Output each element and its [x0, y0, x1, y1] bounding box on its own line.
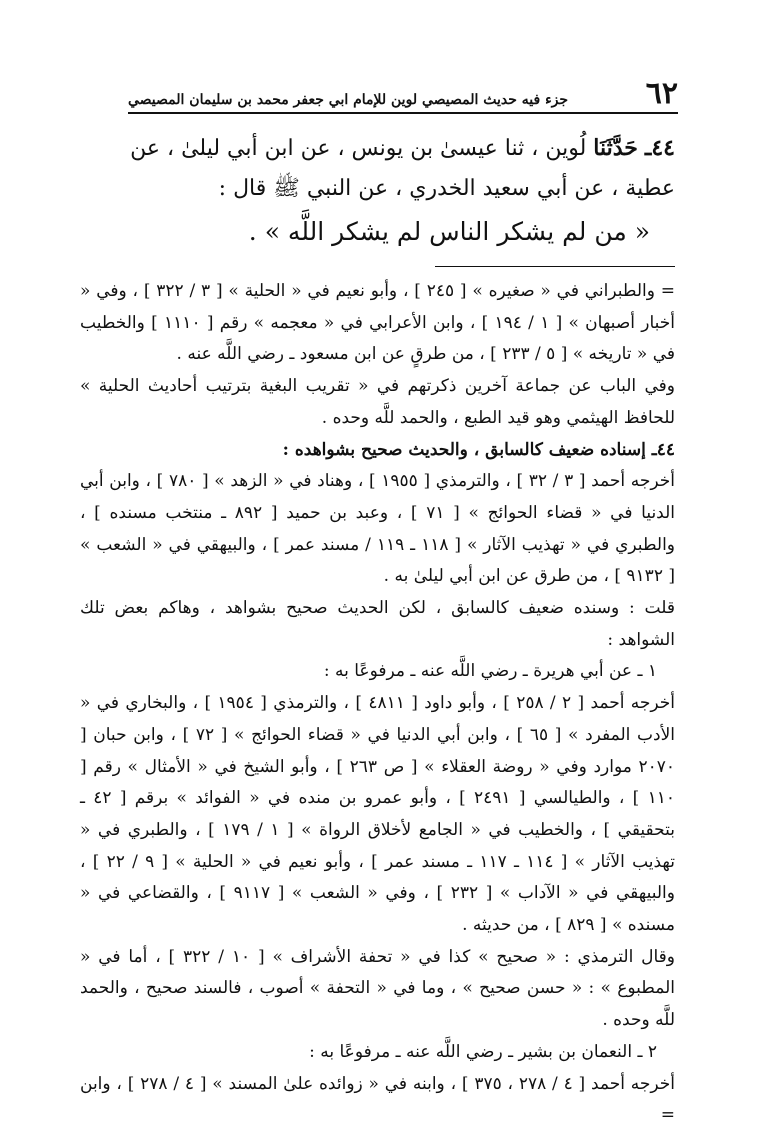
hadith-matn: « من لم يشكر الناس لم يشكر اللَّه » . — [248, 217, 650, 246]
page-number: ٦٢ — [645, 76, 678, 111]
note-shahid-1-text: أخرجه أحمد [ ٢ / ٢٥٨ ] ، وأبو داود [ ٤٨١١ ] ، والترمذي [ ١٩٥٤ ] ، والبخاري في « الأدب المفرد » [ ٦٥ ] ، وابن أبي الدنيا في « قضاء الحوائج » [ ٧٢ ] ، وابن حبان [ ٢٠٧٠ موارد وفي « روضة العقلاء » [ ص ٢٦٣ ] ، وأبو الشيخ في « الأمثال » رقم [ ١١٠ ] ، والطيالسي [ ٢٤٩١ ] ، وأبو عمرو بن منده في « الفوائد » برقم [ ٤٢ ـ بتحقيقي ] ، والخطيب في « الجامع لأخلاق الرواة » [ ١ / ١٧٩ ] ، والطبري في « تهذيب الآثار » [ ١١٤ ـ ١١٧ ـ مسند عمر ] ، وأبو نعيم في « الحلية » [ ٩ / ٢٢ ] ، والبيهقي في « الآداب » [ ٢٣٢ ] ، وفي « الشعب » [ ٩١١٧ ] ، والقضاعي في « مسنده » [ ٨٢٩ ] ، من حديثه . — [80, 693, 676, 936]
note-heading: ٤٤ـ إسناده ضعيف كالسابق ، والحديث صحيح بشواهده : — [282, 439, 675, 460]
page-header — [128, 78, 678, 114]
note-shahid-2-text: أخرجه أحمد [ ٤ / ٢٧٨ ، ٣٧٥ ] ، وابنه في « زوائده علىٰ المسند » [ ٤ / ٢٧٨ ] ، وابن = — [80, 1073, 676, 1126]
note-shahid-2-intro: ٢ ـ النعمان بن بشير ـ رضي اللَّه عنه ـ مرفوعًا به : — [309, 1041, 657, 1062]
note-takhrij: أخرجه أحمد [ ٣ / ٣٢ ] ، والترمذي [ ١٩٥٥ ] ، وهناد في « الزهد » [ ٧٨٠ ] ، وابن أبي الدنيا في « قضاء الحوائج » [ ٧١ ] ، وعبد بن حميد [ ٨٩٢ ـ منتخب مسنده ] ، والطبري في « تهذيب الآثار » [ ١١٨ ـ ١١٩ / مسند عمر ] ، والبيهقي في « الشعب » [ ٩١٣٢ ] ، من طرق عن ابن أبي ليلىٰ به . — [80, 471, 676, 587]
note-qultu: قلت : وسنده ضعيف كالسابق ، لكن الحديث صحيح بشواهد ، وهاكم بعض تلك الشواهد : — [80, 598, 675, 650]
hadith-number: ٤٤ـ — [644, 135, 675, 161]
hadith-text — [80, 128, 675, 209]
hadith-tahdith: حَدَّثَنَا — [593, 135, 638, 161]
note-tirmidhi: وقال الترمذي : « صحيح » كذا في « تحفة الأشراف » [ ١٠ / ٣٢٢ ] ، أما في « المطبوع » : « حسن صحيح » ، وما في « التحفة » أصوب ، فالسند صحيح ، والحمد للَّه وحده . — [80, 946, 675, 1031]
hadith-isnad: لُوين ، ثنا عيسىٰ بن يونس ، عن ابن أبي ليلىٰ ، عن عطية ، عن أبي سعيد الخدري ، عن النبي ﷺ قال : — [130, 136, 675, 201]
note-shahid-1-intro: ١ ـ عن أبي هريرة ـ رضي اللَّه عنه ـ مرفوعًا به : — [323, 661, 657, 682]
footnotes — [80, 276, 675, 1132]
running-title: جزء فيه حديث المصيصي لوين للإمام ابي جعفر محمد بن سليمان المصيصي — [128, 92, 569, 108]
note-bab: وفي الباب عن جماعة آخرين ذكرتهم في « تقريب البغية بترتيب أحاديث الحلية » للحافظ الهيثمي وهو قيد الطبع ، والحمد للَّه وحده . — [80, 376, 675, 428]
footnote-separator — [435, 266, 675, 267]
note-continuation: = والطبراني في « صغيره » [ ٢٤٥ ] ، وأبو نعيم في « الحلية » [ ٣ / ٣٢٢ ] ، وفي « أخبار أصبهان » [ ١ / ١٩٤ ] ، وابن الأعرابي في « معجمه » رقم [ ١١١٠ ] والخطيب في « تاريخه » [ ٥ / ٢٣٣ ] ، من طرقٍ عن ابن مسعود ـ رضي اللَّه عنه . — [80, 281, 675, 365]
